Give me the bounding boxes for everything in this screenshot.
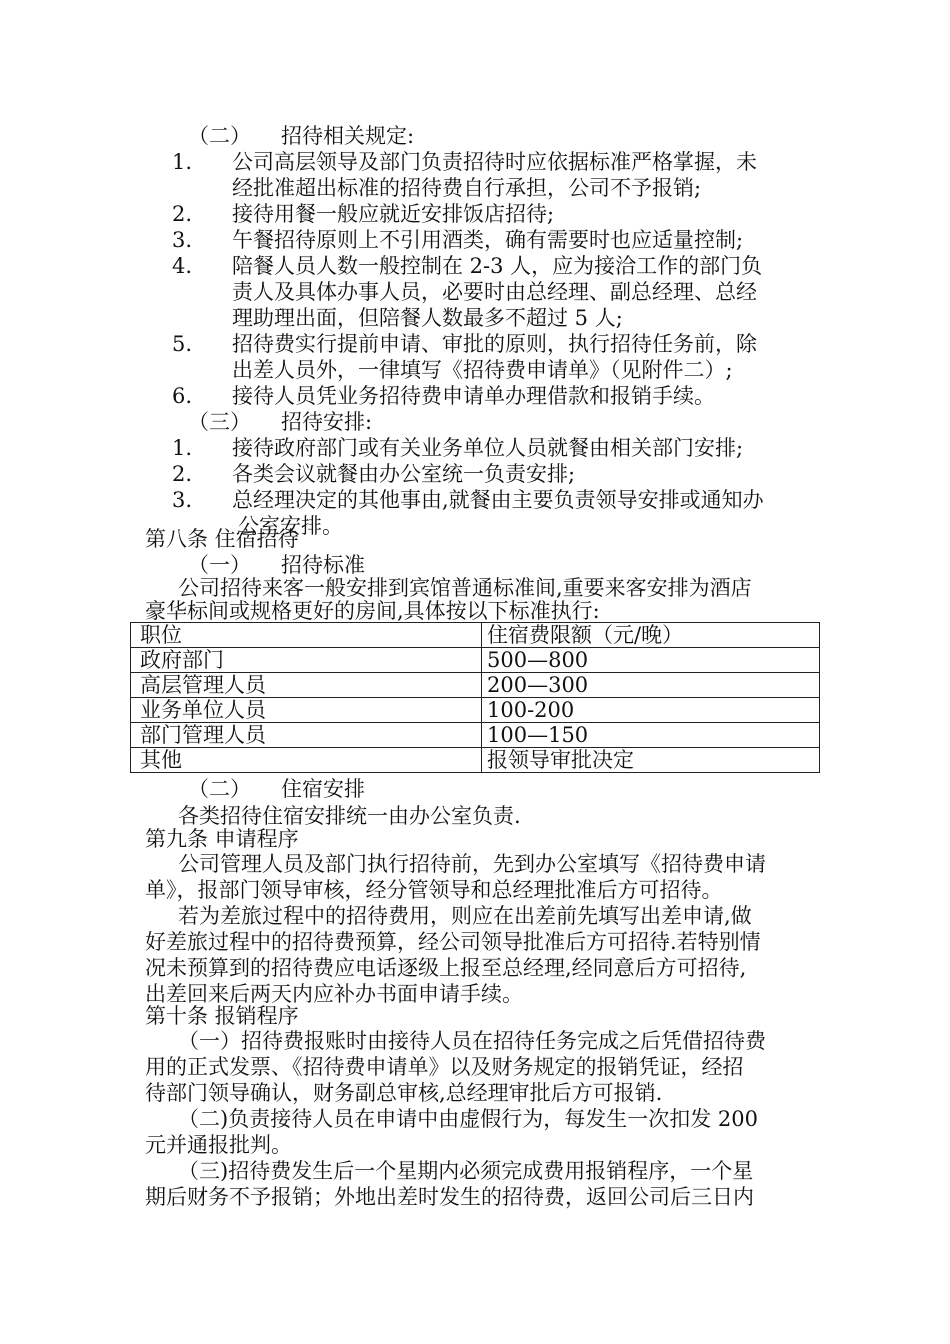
- article10-paragraph-line: （二)负责接待人员在申请中由虚假行为，每发生一次扣发 200: [178, 1107, 758, 1131]
- article9-title: 第九条 申请程序: [145, 827, 299, 851]
- list-item-text: 各类会议就餐由办公室统一负责安排;: [232, 462, 576, 486]
- article10-paragraph-line: （一）招待费报账时由接待人员在招待任务完成之后凭借招待费: [178, 1029, 766, 1053]
- article8-sub1-no: （一）: [188, 553, 251, 577]
- lodging-standard-table: [130, 622, 820, 773]
- list-item-text: 出差人员外，一律填写《招待费申请单》（见附件二）;: [232, 358, 733, 382]
- section3-heading: [188, 409, 373, 435]
- article9-paragraph-line: 单》，报部门领导审核，经分管领导和总经理批准后方可招待。: [145, 878, 723, 902]
- list-item-number: 4.: [172, 254, 193, 278]
- table-cell: 高层管理人员: [131, 673, 482, 698]
- article10-paragraph-line: 用的正式发票、《招待费申请单》以及财务规定的报销凭证，经招: [145, 1055, 744, 1079]
- article9-paragraph-line: 出差回来后两天内应补办书面申请手续。: [145, 982, 523, 1006]
- list-item-text: 经批准超出标准的招待费自行承担，公司不予报销;: [232, 176, 702, 200]
- table-cell: 500—800: [482, 648, 820, 673]
- list-item-text: 总经理决定的其他事由,就餐由主要负责领导安排或通知办: [232, 488, 764, 512]
- list-item-number: 6.: [172, 384, 193, 408]
- table-cell: 200—300: [482, 673, 820, 698]
- article9-paragraph-line: 况未预算到的招待费应电话逐级上报至总经理,经同意后方可招待,: [145, 956, 747, 980]
- article10-title: 第十条 报销程序: [145, 1004, 299, 1028]
- list-item-text: 接待政府部门或有关业务单位人员就餐由相关部门安排;: [232, 436, 744, 460]
- list-item-text: 接待用餐一般应就近安排饭店招待;: [232, 202, 555, 226]
- article10-paragraph-line: 元并通报批判。: [145, 1133, 292, 1157]
- list-item-text: 陪餐人员人数一般控制在 2-3 人，应为接洽工作的部门负: [232, 254, 763, 278]
- article10-paragraph-line: （三)招待费发生后一个星期内必须完成费用报销程序，一个星: [178, 1159, 754, 1183]
- article8-paragraph-line: 公司招待来客一般安排到宾馆普通标准间,重要来客安排为酒店: [178, 576, 752, 600]
- list-item-number: 5.: [172, 332, 193, 356]
- list-item-text: 公司高层领导及部门负责招待时应依据标准严格掌握，未: [232, 150, 757, 174]
- table-row: [131, 748, 820, 773]
- article10-paragraph-line: 待部门领导确认，财务副总审核,总经理审批后方可报销.: [145, 1081, 663, 1105]
- table-cell: 100—150: [482, 723, 820, 748]
- list-item-number: 1.: [172, 150, 193, 174]
- list-item-number: 2.: [172, 462, 193, 486]
- table-header-row: [131, 623, 820, 648]
- article8-title: 第八条 住宿招待: [145, 527, 299, 551]
- article9-paragraph-line: 若为差旅过程中的招待费用，则应在出差前先填写出差申请,做: [178, 904, 752, 928]
- article8-sub2-title: 住宿安排: [281, 777, 365, 801]
- table-header-cell: 职位: [131, 623, 482, 648]
- table-cell: 业务单位人员: [131, 698, 482, 723]
- article8-sub1-title: 招待标准: [281, 553, 365, 577]
- table-cell: 其他: [131, 748, 482, 773]
- table-row: [131, 673, 820, 698]
- table-cell: 政府部门: [131, 648, 482, 673]
- table-cell: 报领导审批决定: [482, 748, 820, 773]
- table-cell: 部门管理人员: [131, 723, 482, 748]
- section2-heading-no: （二）: [188, 124, 251, 148]
- article8-sub2-text: 各类招待住宿安排统一由办公室负责.: [178, 804, 521, 828]
- table-row: [131, 648, 820, 673]
- list-item-text: 理助理出面，但陪餐人数最多不超过 5 人;: [232, 306, 623, 330]
- list-item-text: 公室安排。: [238, 514, 343, 538]
- article8-sub2-heading: [188, 776, 365, 802]
- section3-heading-title: 招待安排:: [281, 410, 373, 434]
- list-item-number: 2.: [172, 202, 193, 226]
- list-item-number: 3.: [172, 228, 193, 252]
- list-item-text: 责人及具体办事人员，必要时由总经理、副总经理、总经: [232, 280, 757, 304]
- article8-paragraph-line: 豪华标间或规格更好的房间,具体按以下标准执行:: [145, 599, 600, 623]
- table-header-cell: 住宿费限额（元/晚）: [482, 623, 820, 648]
- article9-paragraph-line: 好差旅过程中的招待费预算，经公司领导批准后方可招待.若特别情: [145, 930, 761, 954]
- article8-sub2-no: （二）: [188, 777, 251, 801]
- article9-paragraph-line: 公司管理人员及部门执行招待前，先到办公室填写《招待费申请: [178, 852, 766, 876]
- list-item-number: 1.: [172, 436, 193, 460]
- list-item-text: 午餐招待原则上不引用酒类，确有需要时也应适量控制;: [232, 228, 744, 252]
- table-cell: 100-200: [482, 698, 820, 723]
- table-row: [131, 698, 820, 723]
- article10-paragraph-line: 期后财务不予报销；外地出差时发生的招待费，返回公司后三日内: [145, 1185, 754, 1209]
- section2-heading: [188, 123, 415, 149]
- list-item-number: 3.: [172, 488, 193, 512]
- table-row: [131, 723, 820, 748]
- section3-heading-no: （三）: [188, 410, 251, 434]
- section2-heading-title: 招待相关规定:: [281, 124, 415, 148]
- list-item-text: 招待费实行提前申请、审批的原则，执行招待任务前，除: [232, 332, 757, 356]
- list-item-text: 接待人员凭业务招待费申请单办理借款和报销手续。: [232, 384, 715, 408]
